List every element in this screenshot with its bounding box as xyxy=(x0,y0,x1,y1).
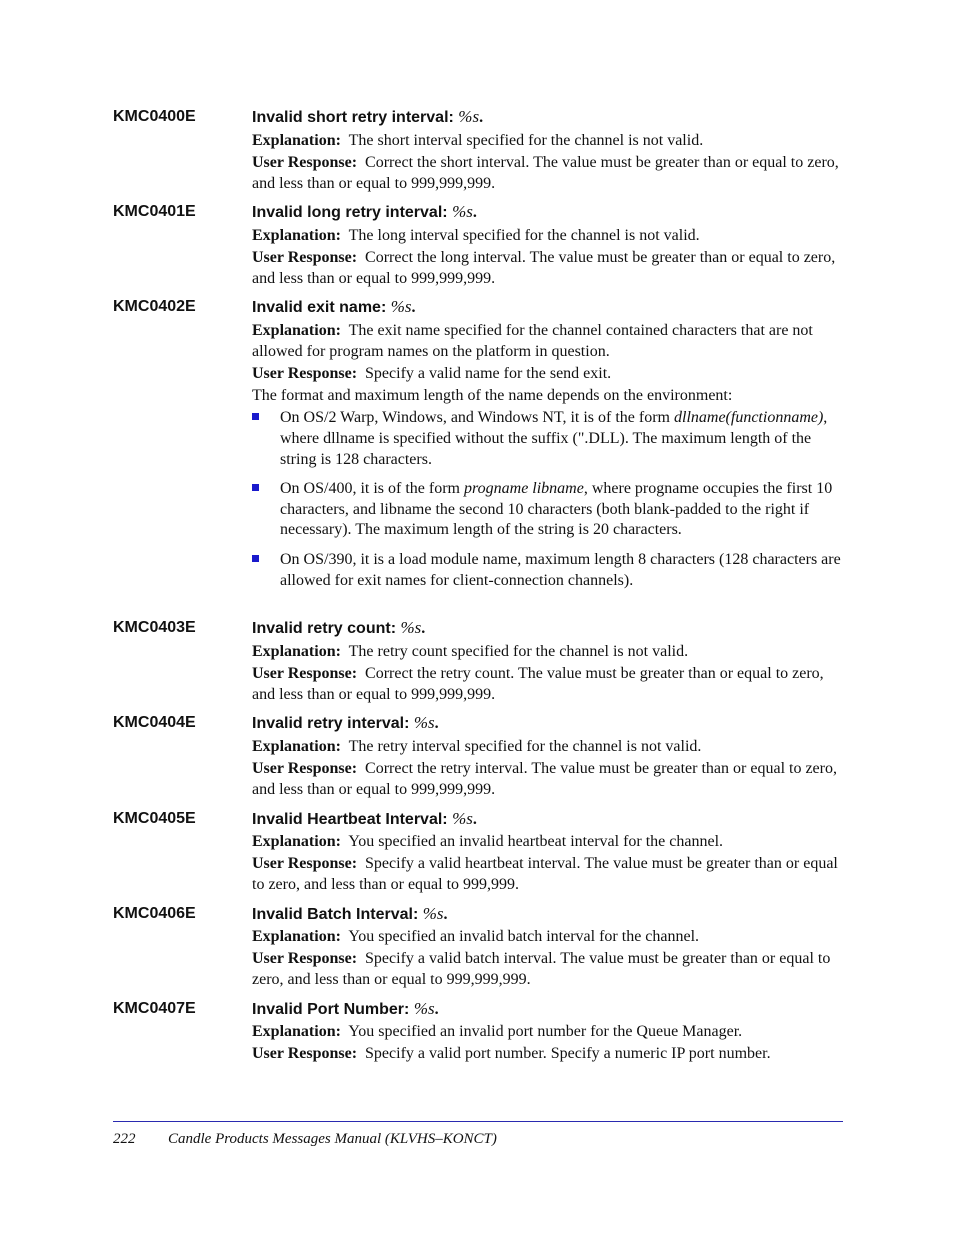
explanation: Explanation: The long interval specified for the channel is not valid. xyxy=(252,227,700,244)
explanation: Explanation: The short interval specified for the channel is not valid. xyxy=(252,132,704,149)
message-id: KMC0406E xyxy=(113,905,196,922)
message-id: KMC0403E xyxy=(113,619,196,636)
message-title: Invalid Batch Interval: %s. xyxy=(252,904,448,923)
user-response: User Response: Correct the retry interval. The value must be greater than or equal to zero, and less than or equal to 999,999,999. xyxy=(252,760,837,798)
page-number: 222 xyxy=(113,1131,136,1147)
message-body xyxy=(252,642,842,707)
message-id: KMC0402E xyxy=(113,298,196,315)
explanation: Explanation: The retry count specified for the channel is not valid. xyxy=(252,643,689,660)
message-title: Invalid exit name: %s. xyxy=(252,297,416,316)
message-id: KMC0407E xyxy=(113,1000,196,1017)
message-id: KMC0405E xyxy=(113,810,196,827)
message-title: Invalid short retry interval: %s. xyxy=(252,107,484,126)
list-item: On OS/390, it is a load module name, maximum length 8 characters (128 characters are allowed for exit names for client-connection channels). xyxy=(252,550,842,591)
message-title: Invalid retry interval: %s. xyxy=(252,713,439,732)
message-body xyxy=(252,1022,842,1066)
user-response: User Response: Specify a valid name for the send exit. xyxy=(252,364,612,382)
message-body xyxy=(252,737,842,802)
message-id: KMC0400E xyxy=(113,108,196,125)
message-title: Invalid Port Number: %s. xyxy=(252,999,439,1018)
user-response: User Response: Correct the retry count. The value must be greater than or equal to zero, and less than or equal to 999,999,999. xyxy=(252,665,824,703)
message-body xyxy=(252,131,842,196)
user-response: User Response: Specify a valid port number. Specify a numeric IP port number. xyxy=(252,1045,771,1063)
bullet-square-icon xyxy=(252,555,259,562)
user-response: User Response: Specify a valid batch interval. The value must be greater than or equal to zero, and less than or equal to 999,999,999. xyxy=(252,950,831,988)
explanation: Explanation: The retry interval specified for the channel is not valid. xyxy=(252,738,702,755)
explanation: Explanation: You specified an invalid heartbeat interval for the channel. xyxy=(252,833,724,850)
message-title: Invalid retry count: %s. xyxy=(252,618,426,637)
explanation: Explanation: You specified an invalid batch interval for the channel. xyxy=(252,928,700,945)
message-id: KMC0401E xyxy=(113,203,196,220)
message-body xyxy=(252,321,842,600)
message-title: Invalid Heartbeat Interval: %s. xyxy=(252,809,477,828)
manual-title: Candle Products Messages Manual (KLVHS–KONCT) xyxy=(168,1131,497,1147)
message-body xyxy=(252,927,842,992)
explanation: Explanation: The exit name specified for the channel contained characters that are not allowed for program names on the platform in question. xyxy=(252,322,813,360)
explanation: Explanation: You specified an invalid port number for the Queue Manager. xyxy=(252,1023,743,1040)
message-body xyxy=(252,226,842,291)
message-id: KMC0404E xyxy=(113,714,196,731)
list-item: On OS/2 Warp, Windows, and Windows NT, it is of the form dllname(functionname), where dllname is specified without the suffix (".DLL). The maximum length of the string is 128 characters. xyxy=(252,408,842,470)
bullet-square-icon xyxy=(252,413,259,420)
format-note: The format and maximum length of the name depends on the environment: xyxy=(252,386,733,404)
user-response: User Response: Specify a valid heartbeat interval. The value must be greater than or equal to zero, and less than or equal to 999,999. xyxy=(252,855,838,893)
footer-rule xyxy=(113,1121,843,1122)
page-footer xyxy=(113,1131,497,1148)
message-title: Invalid long retry interval: %s. xyxy=(252,202,477,221)
bullet-square-icon xyxy=(252,484,259,491)
list-item: On OS/400, it is of the form progname libname, where progname occupies the first 10 characters, and libname the second 10 characters (both blank-padded to the right if necessary). The maximum length of the string is 20 characters. xyxy=(252,479,842,541)
message-body xyxy=(252,832,842,897)
user-response: User Response: Correct the short interval. The value must be greater than or equal to zero, and less than or equal to 999,999,999. xyxy=(252,154,839,192)
platform-list xyxy=(252,408,842,591)
user-response: User Response: Correct the long interval. The value must be greater than or equal to zero, and less than or equal to 999,999,999. xyxy=(252,249,836,287)
